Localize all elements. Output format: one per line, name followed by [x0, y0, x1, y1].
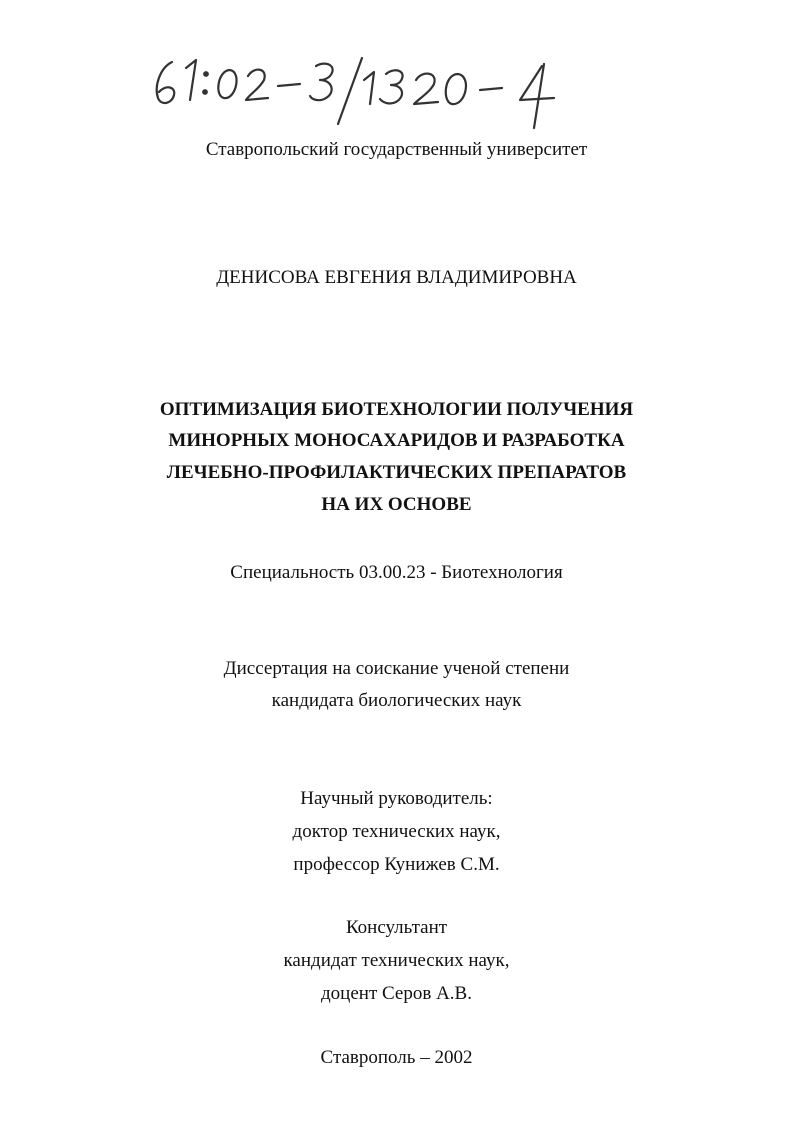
degree-line-2: кандидата биологических наук — [271, 690, 522, 711]
degree-line-1: Диссертация на соискание ученой степени — [223, 658, 570, 679]
specialty: Специальность 03.00.23 - Биотехнология — [230, 562, 563, 583]
thesis-title-line-3: ЛЕЧЕБНО-ПРОФИЛАКТИЧЕСКИХ ПРЕПАРАТОВ — [166, 462, 627, 483]
consultant-heading: Консультант — [345, 917, 448, 938]
supervisor-degree: доктор технических наук, — [292, 821, 501, 842]
author-name: ДЕНИСОВА ЕВГЕНИЯ ВЛАДИМИРОВНА — [216, 267, 577, 288]
thesis-title-line-2: МИНОРНЫХ МОНОСАХАРИДОВ И РАЗРАБОТКА — [168, 430, 625, 451]
thesis-title-line-1: ОПТИМИЗАЦИЯ БИОТЕХНОЛОГИИ ПОЛУЧЕНИЯ — [159, 399, 634, 420]
supervisor-name: профессор Кунижев С.М. — [293, 854, 500, 875]
thesis-title-line-4: НА ИХ ОСНОВЕ — [321, 494, 472, 515]
archive-mark-handwritten — [150, 52, 590, 132]
supervisor-heading: Научный руководитель: — [300, 788, 493, 809]
consultant-name: доцент Серов А.В. — [321, 983, 472, 1004]
university-name: Ставропольский государственный университет — [205, 139, 588, 160]
city-year: Ставрополь – 2002 — [320, 1047, 473, 1068]
consultant-degree: кандидат технических наук, — [283, 950, 510, 971]
